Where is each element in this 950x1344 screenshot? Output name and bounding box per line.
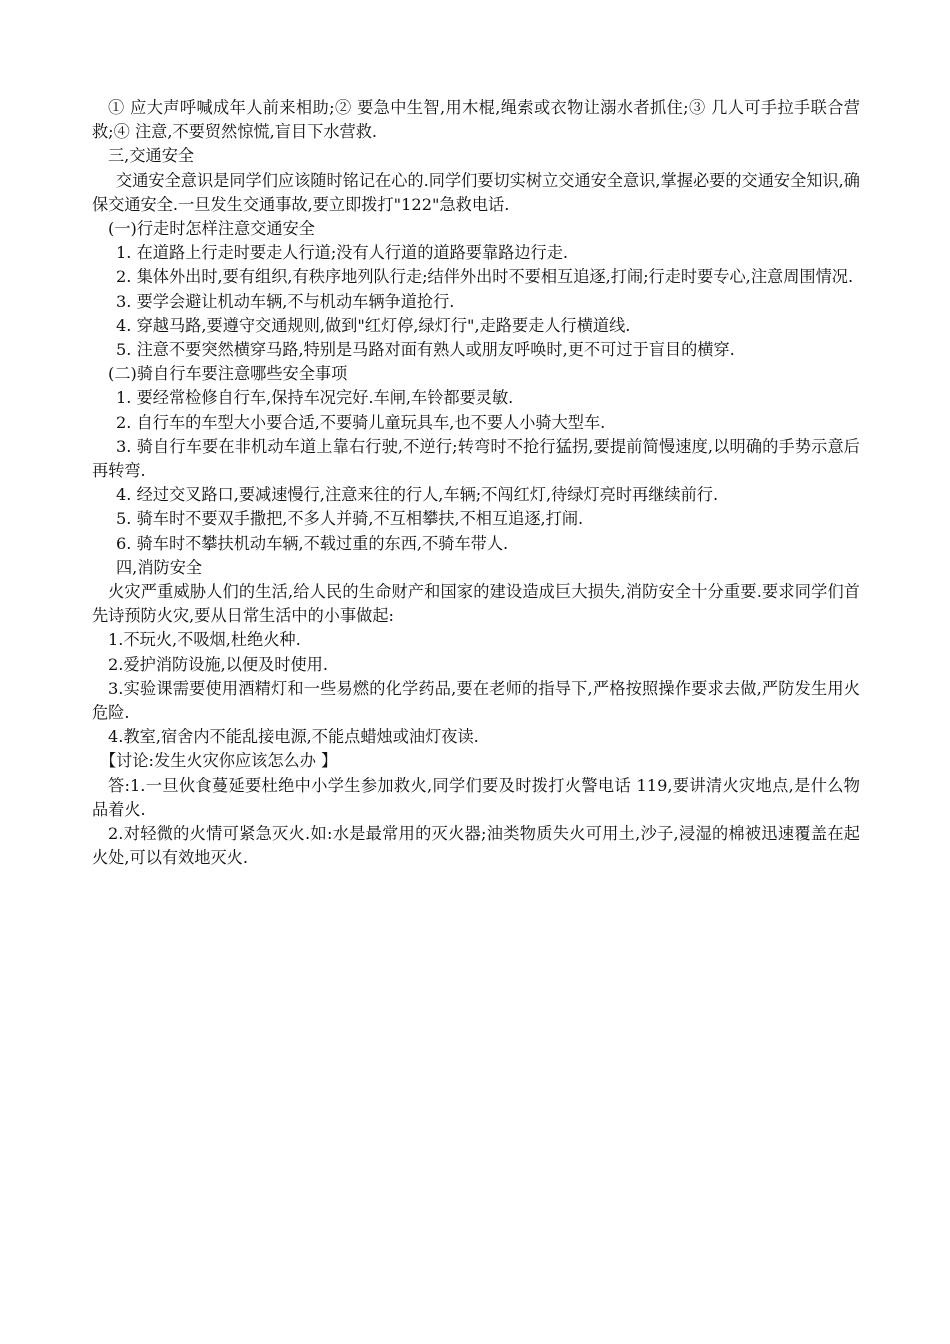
list-item: 1. 要经常检修自行车,保持车况完好.车闸,车铃都要灵敏. <box>116 388 514 408</box>
paragraph-fire-intro: 火灾严重威胁人们的生活,给人民的生命财产和国家的建设造成巨大损失,消防安全十分重要.要求同学们首先诗预防火灾,要从日常生活中的小事做起: <box>92 582 860 626</box>
discussion-heading: 【讨论:发生火灾你应该怎么办 】 <box>100 751 338 771</box>
list-item: 1. 在道路上行走时要走人行道;没有人行道的道路要靠路边行走. <box>116 243 569 263</box>
subheading-walking-safety: (一)行走时怎样注意交通安全 <box>108 219 315 239</box>
answer-paragraph: 2.对轻微的火情可紧急灭火.如:水是最常用的灭火器;油类物质失火可用土,沙子,浸湿的棉被迅速覆盖在起火处,可以有效地灭火. <box>92 824 860 868</box>
list-item: 2.爱护消防设施,以便及时使用. <box>108 654 328 674</box>
list-item: 3. 骑自行车要在非机动车道上靠右行驶,不逆行;转弯时不抢行猛拐,要提前简慢速度,以明确的手势示意后再转弯. <box>92 436 860 481</box>
list-item: 2. 自行车的车型大小要合适,不要骑儿童玩具车,也不要人小骑大型车. <box>116 412 606 432</box>
list-item: 2. 集体外出时,要有组织,有秩序地列队行走;结伴外出时不要相互追逐,打闹;行走时要专心,注意周围情况. <box>116 267 854 287</box>
list-item: 4. 经过交叉路口,要减速慢行,注意来往的行人,车辆;不闯红灯,待绿灯亮时再继续前行. <box>116 485 719 505</box>
list-item: 1.不玩火,不吸烟,杜绝火种. <box>108 630 301 650</box>
list-item: 5. 骑车时不要双手撒把,不多人并骑,不互相攀扶,不相互追逐,打闹. <box>116 509 584 529</box>
paragraph-drowning-rescue-steps: ① 应大声呼喊成年人前来相助;② 要急中生智,用木棍,绳索或衣物让溺水者抓住;③ 几人可手拉手联合营救;④ 注意,不要贸然惊慌,盲目下水营救. <box>92 98 860 142</box>
section-heading-traffic-safety: 三,交通安全 <box>108 146 195 166</box>
answer-paragraph: 答:1.一旦伙食蔓延要杜绝中小学生参加救火,同学们要及时拨打火警电话 119,要讲清火灾地点,是什么物品着火. <box>92 775 860 819</box>
subheading-bicycle-safety: (二)骑自行车要注意哪些安全事项 <box>108 364 348 384</box>
list-item: 3.实验课需要使用酒精灯和一些易燃的化学药品,要在老师的指导下,严格按照操作要求去做,严防发生用火危险. <box>92 678 860 723</box>
list-item: 4.教室,宿舍内不能乱接电源,不能点蜡烛或油灯夜读. <box>108 727 479 747</box>
list-item: 4. 穿越马路,要遵守交通规则,做到"红灯停,绿灯行",走路要走人行横道线. <box>116 315 631 335</box>
list-item: 3. 要学会避让机动车辆,不与机动车辆争道抢行. <box>116 291 455 311</box>
section-heading-fire-safety: 四,消防安全 <box>116 557 203 577</box>
paragraph-traffic-intro: 交通安全意识是同学们应该随时铭记在心的.同学们要切实树立交通安全意识,掌握必要的交通安全知识,确保交通安全.一旦发生交通事故,要立即拨打"122"急救电话. <box>92 170 860 214</box>
list-item: 6. 骑车时不攀扶机动车辆,不载过重的东西,不骑车带人. <box>116 533 509 553</box>
document-page <box>92 96 860 871</box>
list-item: 5. 注意不要突然横穿马路,特别是马路对面有熟人或朋友呼唤时,更不可过于盲目的横穿. <box>116 340 735 360</box>
